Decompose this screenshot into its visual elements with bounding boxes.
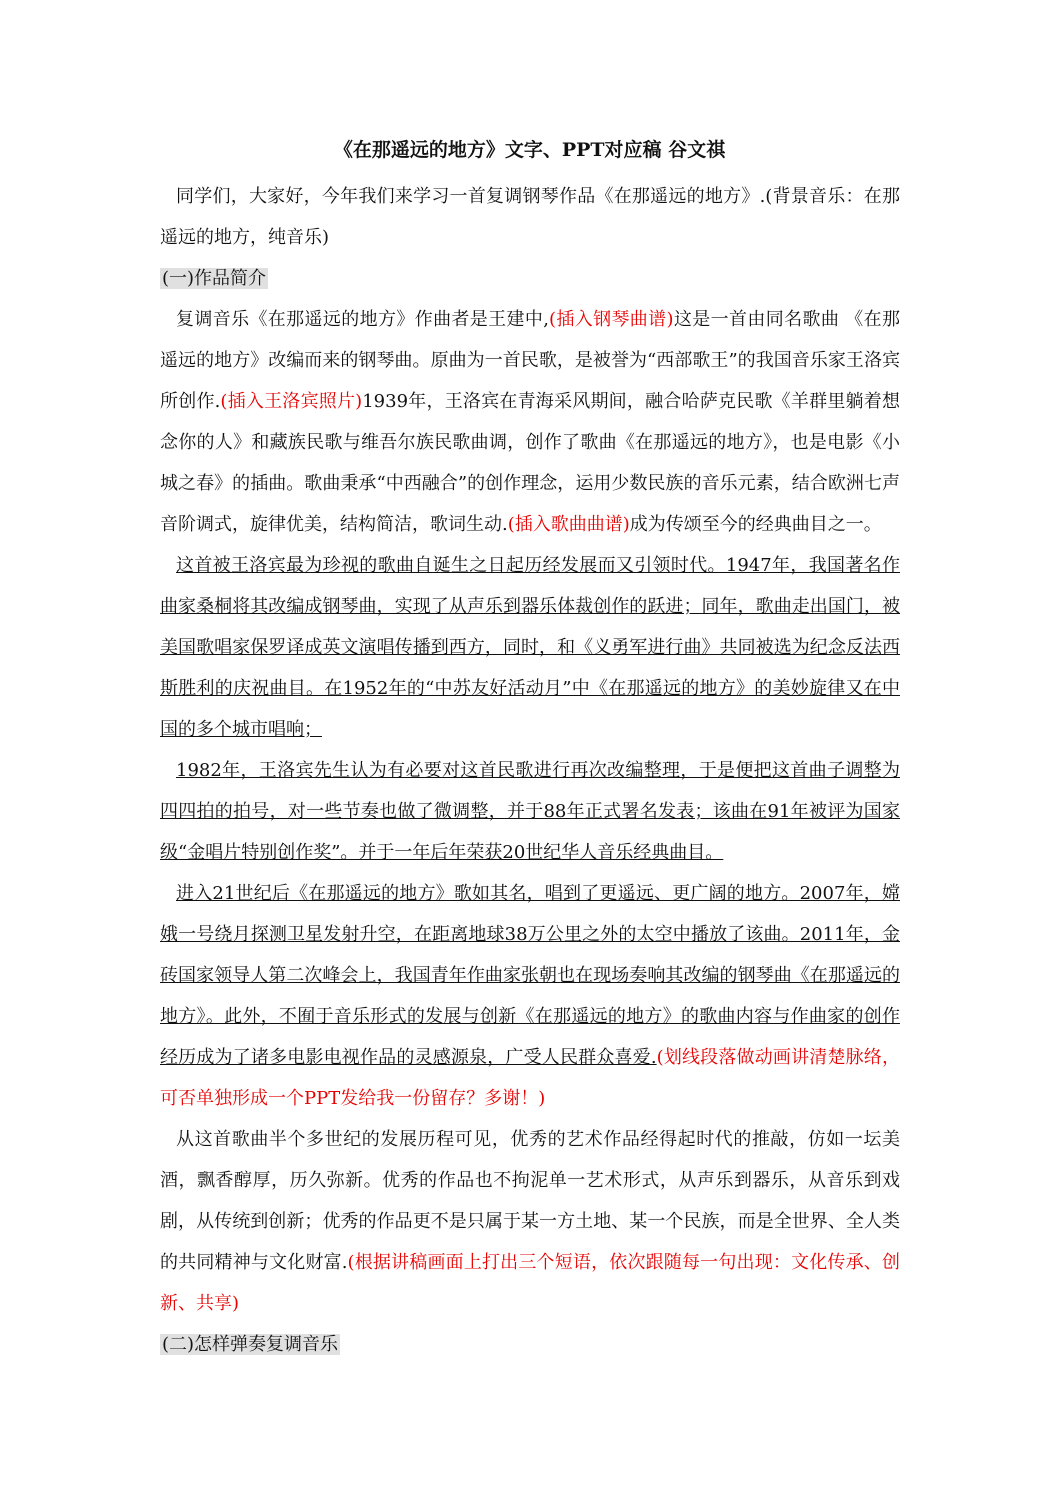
history-paragraph-21st-century (160, 873, 900, 1119)
history-paragraph-1947: 这首被王洛宾最为珍视的歌曲自诞生之日起历经发展而又引领时代。1947年，我国著名作曲家桑桐将其改编成钢琴曲，实现了从声乐到器乐体裁创作的跃进；同年，歌曲走出国门，被美国歌唱家保罗译成英文演唱传播到西方，同时，和《义勇军进行曲》共同被选为纪念反法西斯胜利的庆祝曲目。在1952年的“中苏友好活动月”中《在那遥远的地方》的美妙旋律又在中国的多个城市唱响； (160, 555, 900, 740)
annotation-insert-photo: (插入王洛宾照片) (220, 391, 363, 412)
p5-text: 从这首歌曲半个多世纪的发展历程可见，优秀的艺术作品经得起时代的推敲，仿如一坛美酒，飘香醇厚，历久弥新。优秀的作品也不拘泥单一艺术形式，从声乐到器乐，从音乐到戏剧，从传统到创新；优秀的作品更不是只属于某一方土地、某一个民族，而是全世界、全人类的共同精神与文化财富. (160, 1129, 900, 1273)
section-heading-2 (160, 1324, 900, 1365)
annotation-insert-score: (插入钢琴曲谱) (548, 309, 674, 330)
document-body (160, 176, 900, 1365)
p1-text-c: 1939年，王洛宾在青海采风期间，融合哈萨克民歌《羊群里躺着想念你的人》和藏族民歌与维吾尔族民歌曲调，创作了歌曲《在那遥远的地方》，也是电影《小城之春》的插曲。歌曲秉承“中西融合”的创作理念，运用少数民族的音乐元素，结合欧洲七声音阶调式，旋律优美，结构简洁，歌词生动. (160, 391, 900, 535)
p1-text-b: 这是一首由同名歌曲 《在那遥远的地方》改编而来的钢琴曲。原曲为一首民歌，是被誉为“西部歌王”的我国音乐家王洛宾所创作. (160, 309, 900, 412)
p4-text: 进入21世纪后《在那遥远的地方》歌如其名，唱到了更遥远、更广阔的地方。2007年，嫦娥一号绕月探测卫星发射升空，在距离地球38万公里之外的太空中播放了该曲。2011年，金砖国家领导人第二次峰会上，我国青年作曲家张朝也在现场奏响其改编的钢琴曲《在那遥远的地方》。此外，不囿于音乐形式的发展与创新《在那遥远的地方》的歌曲内容与作曲家的创作经历成为了诸多电影电视作品的灵感源泉，广受人民群众喜爱. (160, 883, 900, 1068)
section-heading-1 (160, 258, 900, 299)
history-paragraph-1982: 1982年，王洛宾先生认为有必要对这首民歌进行再次改编整理，于是便把这首曲子调整为四四拍的拍号，对一些节奏也做了微调整，并于88年正式署名发表；该曲在91年被评为国家级“金唱片特别创作奖”。并于一年后年荣获20世纪华人音乐经典曲目。 (160, 760, 900, 863)
p1-text-a: 复调音乐《在那遥远的地方》作曲者是王建中, (176, 309, 549, 330)
document-title: 《在那遥远的地方》文字、PPT对应稿 谷文祺 (333, 139, 726, 161)
annotation-animation-request: (划线段落做动画讲清楚脉络，可否单独形成一个PPT发给我一份留存？多谢！) (160, 1047, 900, 1109)
section-heading-1-text: (一)作品简介 (162, 268, 267, 289)
annotation-insert-song-score: (插入歌曲曲谱) (507, 514, 630, 535)
p1-text-d: 成为传颂至今的经典曲目之一。 (629, 514, 882, 535)
conclusion-paragraph (160, 1119, 900, 1324)
annotation-three-phrases: (根据讲稿画面上打出三个短语，依次跟随每一句出现：文化传承、创新、共享) (160, 1252, 900, 1314)
intro-work-paragraph (160, 299, 900, 545)
section-heading-2-text: (二)怎样弹奏复调音乐 (162, 1334, 339, 1355)
intro-paragraph: 同学们，大家好，今年我们来学习一首复调钢琴作品《在那遥远的地方》.(背景音乐：在那遥远的地方，纯音乐) (160, 186, 900, 248)
